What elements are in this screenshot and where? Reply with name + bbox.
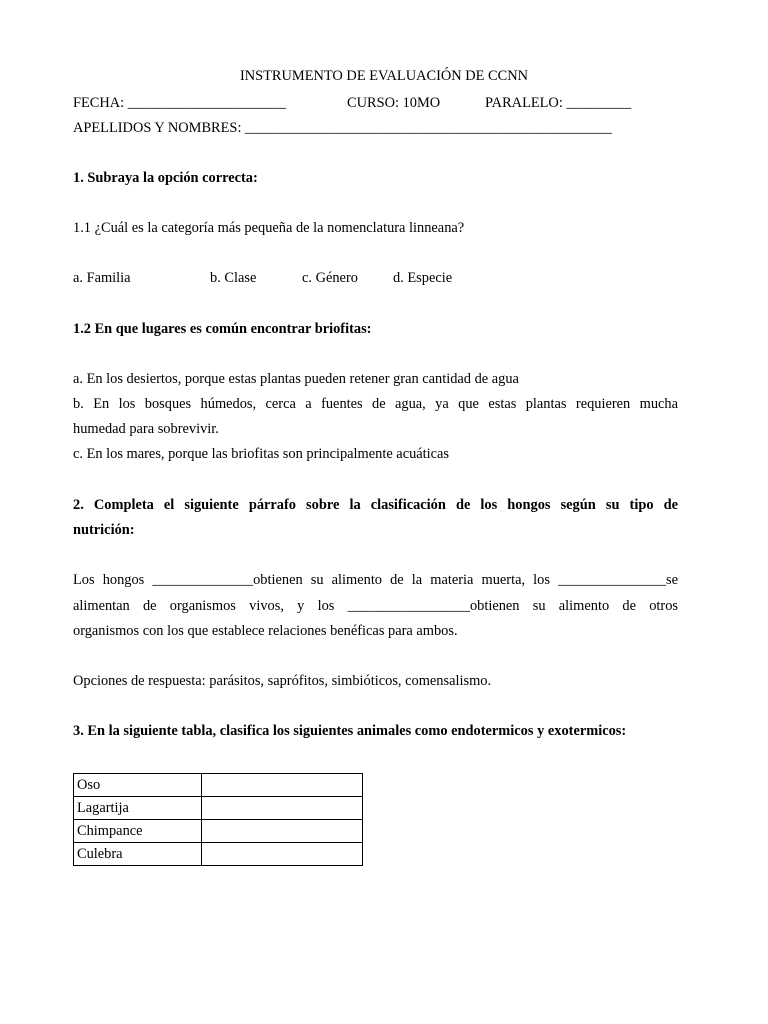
section2-heading-line1: 2. Completa el siguiente párrafo sobre la clasificación de los hongos según su tipo de [73, 497, 678, 513]
q1-option-c: c. Género [302, 270, 358, 286]
section2-heading-line2: nutrición: [73, 522, 135, 538]
animal-name-cell: Oso [74, 774, 202, 797]
classification-cell[interactable] [202, 843, 363, 866]
classification-cell[interactable] [202, 820, 363, 843]
paragraph-line1: Los hongos ______________obtienen su alimento de la materia muerta, los _______________se [73, 572, 678, 588]
answer-options: Opciones de respuesta: parásitos, saprófitos, simbióticos, comensalismo. [73, 673, 492, 689]
table-row [74, 820, 363, 843]
q1-option-d: d. Especie [393, 270, 453, 286]
section3-heading: 3. En la siguiente tabla, clasifica los siguientes animales como endotermicos y exotermicos: [73, 723, 627, 739]
nombres-field: APELLIDOS Y NOMBRES: ___________________________________________________ [73, 120, 612, 136]
animal-name-cell: Lagartija [74, 797, 202, 820]
question-1-2: 1.2 En que lugares es común encontrar briofitas: [73, 321, 372, 337]
curso-field: CURSO: 10MO [347, 95, 441, 111]
animal-classification-table [73, 773, 363, 866]
q1-option-b: b. Clase [210, 270, 257, 286]
table-row [74, 797, 363, 820]
q1-option-a: a. Familia [73, 270, 131, 286]
table-row [74, 843, 363, 866]
q2-option-a: a. En los desiertos, porque estas plantas pueden retener gran cantidad de agua [73, 371, 519, 387]
section1-heading: 1. Subraya la opción correcta: [73, 170, 258, 186]
q2-option-c: c. En los mares, porque las briofitas son principalmente acuáticas [73, 446, 450, 462]
fecha-field: FECHA: ______________________ [73, 95, 287, 111]
classification-cell[interactable] [202, 797, 363, 820]
paralelo-field: PARALELO: _________ [485, 95, 632, 111]
animal-name-cell: Culebra [74, 843, 202, 866]
table-row [74, 774, 363, 797]
question-1-1: 1.1 ¿Cuál es la categoría más pequeña de la nomenclatura linneana? [73, 220, 465, 236]
classification-cell[interactable] [202, 774, 363, 797]
paragraph-line3: organismos con los que establece relaciones benéficas para ambos. [73, 623, 458, 639]
q2-option-b-line2: humedad para sobrevivir. [73, 421, 219, 437]
document-title: INSTRUMENTO DE EVALUACIÓN DE CCNN [239, 68, 529, 84]
animal-name-cell: Chimpance [74, 820, 202, 843]
q2-option-b-line1: b. En los bosques húmedos, cerca a fuentes de agua, ya que estas plantas requieren mucha [73, 396, 678, 412]
paragraph-line2: alimentan de organismos vivos, y los _________________obtienen su alimento de otros [73, 598, 678, 614]
